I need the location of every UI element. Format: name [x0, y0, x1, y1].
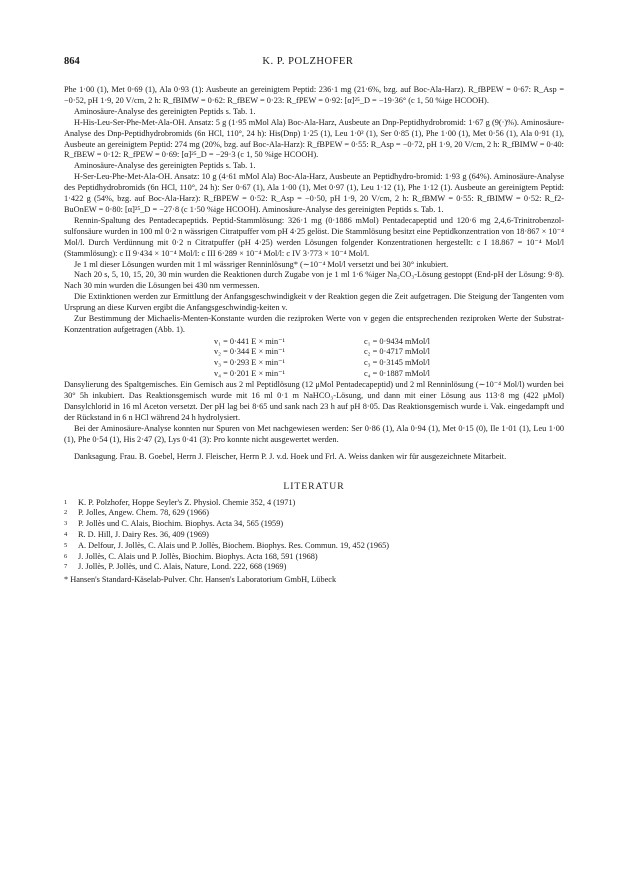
reference-list	[64, 498, 564, 574]
paragraph: Die Extinktionen werden zur Ermittlung der Anfangsgeschwindigkeit v der Reaktion gegen die Zeit aufgetragen. Die Steigung der Tangenten vom Ursprung an diese Kurven ergibt die Anfangsgeschwindig-keiten v.	[64, 292, 564, 313]
paragraph: Zur Bestimmung der Michaelis-Menten-Konstante wurden die reziproken Werte von v gegen die entsprechenden reziproken Werte der Substrat-Konzentration aufgetragen (Abb. 1).	[64, 314, 564, 334]
concentration-value: c₄ = 0·1887 mMol/l	[364, 368, 430, 378]
document-page	[64, 56, 564, 586]
paragraph: Rennin-Spaltung des Pentadecapeptids. Peptid-Stammlösung: 326·1 mg (0·1886 mMol) Pentadecapeptid und 120·6 mg 2,4,6-Trinitrobenzol-sulfonsäure wurden in 100 ml 0·2 n wässrigen Citratpuffer vom pH 4·25 gelöst. Die Stammlösung besitzt eine Peptidkonzentration von 18·867 × 10⁻⁴ Mol/l. Durch Verdünnung mit 0·2 n Citratpuffer (pH 4·25) werden Lösungen folgender Konzentrationen hergestellt: c I 18.867 = 10⁻⁴ Mol/l (Stammlösung): c II 9·434 × 10⁻⁴ Mol/l: c III 6·289 × 10⁻⁴ Mol/l: c IV 3·773 × 10⁻⁴ Mol/l.	[64, 215, 564, 258]
paragraph: Bei der Aminosäure-Analyse konnten nur Spuren von Met nachgewiesen werden: Ser 0·86 (1), Ala 0·94 (1), Met 0·15 (0), Ile 1·01 (1), Leu 1·00 (1), Phe 0·54 (1), His 2·47 (2), Lys 0·41 (3): Pro konnte nicht ausgewertet werden.	[64, 423, 564, 444]
paragraph: Aminosäure-Analyse des gereinigten Peptids s. Tab. 1.	[74, 161, 256, 171]
paragraph: Aminosäure-Analyse des gereinigten Peptids s. Tab. 1.	[74, 106, 256, 116]
paragraph: Nach 20 s, 5, 10, 15, 20, 30 min wurden die Reaktionen durch Zugabe von je 1 ml 1·6 %iger Na₂CO₃-Lösung gestoppt (End-pH der Lösung: 9·8). Nach 30 min wurden die Lösungen bei 430 nm vermessen.	[64, 270, 564, 291]
reference-item: 2 P. Jolles, Angew. Chem. 78, 629 (1966)	[64, 508, 210, 518]
concentration-value: c₂ = 0·4717 mMol/l	[364, 347, 430, 357]
page-header	[64, 56, 564, 67]
velocity-value: v₂ = 0·344 E × min⁻¹	[214, 347, 285, 357]
reference-item: 4 R. D. Hill, J. Dairy Res. 36, 409 (1969)	[64, 529, 209, 539]
velocity-table	[214, 337, 564, 379]
reference-item: 5 A. Delfour, J. Jollès, C. Alais und P. Jollès, Biochem. Biophys. Res. Commun. 19, 452 (1965)	[64, 540, 390, 550]
reference-item: 1 K. P. Polzhofer, Hoppe Seyler's Z. Physiol. Chemie 352, 4 (1971)	[64, 497, 296, 507]
paragraph: H-Ser-Leu-Phe-Met-Ala-OH. Ansatz: 10 g (4·61 mMol Ala) Boc-Ala-Harz, Ausbeute an Peptidhydro-bromid: 1·93 g (64%). Aminosäure-Analyse des Peptidhydrobromids (6n HCl, 110°, 24 h): Ser 0·67 (1), Ala 1·00 (1), Met 0·97 (1), Leu 1·12 (1), Phe 1·12 (1). Ausbeute an gereinigtem Peptid: 1·422 g (54%, bzg. auf Boc-Ala-Harz): R_fBPEW = 0·52: R_Asp = −0·50, pH 1·9, 20 V/cm, 2 h: R_fBMW = 0·55: R_fBIMW = 0·52: R_f2-BuOnEW = 0·80: [α]²⁵_D = −27·8 (c 1·50 %ige HCOOH). Aminosäure-Analyse des gereinigten Peptids s. Tab. 1.	[64, 172, 564, 214]
footnote: * Hansen's Standard-Käselab-Pulver. Chr. Hansen's Laboratorium GmbH, Lübeck	[64, 575, 337, 585]
reference-item: 6 J. Jollès, C. Alais und P. Jollès, Biochim. Biophys. Acta 168, 591 (1968)	[64, 551, 318, 561]
velocity-value: v₄ = 0·201 E × min⁻¹	[214, 368, 285, 378]
running-author: K. P. POLZHOFER	[262, 56, 354, 67]
concentration-value: c₁ = 0·9434 mMol/l	[364, 336, 430, 346]
paragraph: Dansylierung des Spaltgemisches. Ein Gemisch aus 2 ml Peptidlösung (12 μMol Pentadecapeptid) und 2 ml Renninlösung (∼10⁻⁴ Mol/l) wurden bei 30° 5h inkubiert. Das Reaktionsgemisch wurde mit 16 ml 0·1 m NaHCO₃-Lösung, und dann mit einer Lösung aus 113·8 mg (422 μMol) Dansylchlorid in 16 ml Aceton versetzt. Der pH lag bei 8·65 und sank nach 23 h auf pH 8·05. Das Reaktionsgemisch wurde i. Vak. eingedampft und der Rückstand in 6 n HCl während 24 h hydrolysiert.	[64, 380, 564, 422]
reference-item: 7 J. Jollès, P. Jollès, und C. Alais, Nature, Lond. 222, 668 (1969)	[64, 562, 287, 572]
concentration-value: c₃ = 0·3145 mMol/l	[364, 358, 430, 368]
velocity-value: v₃ = 0·293 E × min⁻¹	[214, 358, 285, 368]
reference-item: 3 P. Jollès und C. Alais, Biochim. Biophys. Acta 34, 565 (1959)	[64, 519, 284, 529]
paragraph: Je 1 ml dieser Lösungen wurden mit 1 ml wässriger Renninlösung* (∼10⁻⁴ Mol/l versetzt und bei 30° inkubiert.	[74, 259, 449, 269]
literature-heading: LITERATUR	[283, 480, 345, 492]
velocity-value: v₁ = 0·441 E × min⁻¹	[214, 336, 285, 346]
acknowledgement: Danksagung. Frau. B. Goebel, Herrn J. Fleischer, Herrn P. J. v.d. Hoek und Frl. A. Weiss danken wir für ausgezeichnete Mitarbeit.	[74, 451, 507, 461]
paragraph: H-His-Leu-Ser-Phe-Met-Ala-OH. Ansatz: 5 g (1·95 mMol Ala) Boc-Ala-Harz, Ausbeute an Dnp-Peptidhydrobromid: 1·67 g (9(·)%). Aminosäure-Analyse des Dnp-Peptidhydrobromids (6n HCl, 110°, 24 h): His(Dnp) 1·25 (1), Leu 1·0² (1), Ser 0·85 (1), Phe 1·00 (1), Met 0·56 (1), Ala 0·91 (1), Ausbeute an gereinigtem Peptid: 274 mg (20%, bzg. auf Boc-Ala-Harz): R_fBPEW = 0·55: R_Asp = −0·72, pH 1·9, 20 V/cm, 2 h: R_fBIMW = 0·40: R_fBEW = 0·12: R_fPEW = 0·69: [α]²⁵_D = −29·3 (c 1, 50 %ige HCOOH).	[64, 117, 564, 160]
paragraph: Phe 1·00 (1), Met 0·69 (1), Ala 0·93 (1): Ausbeute an gereinigtem Peptid: 236·1 mg (21·6%, bzg. auf Boc-Ala-Harz). R_fBPEW = 0·67: R_Asp = −0·52, pH 1·9, 20 V/cm, 2 h: R_fBIMW = 0·62: R_fBEW = 0·23: R_fPEW = 0·92: [α]²⁵_D = −19·36° (c 1, 50 %ige HCOOH).	[64, 85, 564, 105]
page-number: 864	[64, 56, 80, 67]
